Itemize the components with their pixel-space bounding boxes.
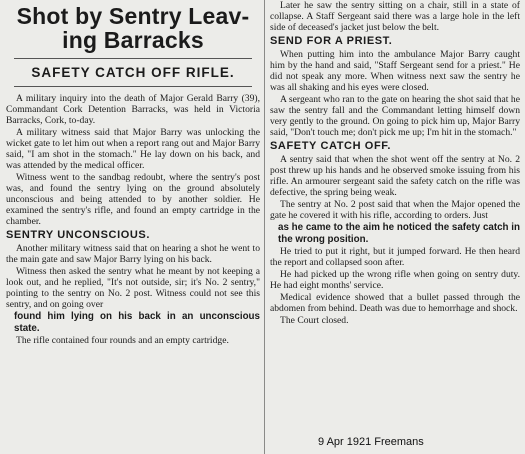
headline-line-1: Shot by Sentry Leav-	[16, 3, 250, 29]
paragraph: A sentry said that when the shot went off the sentry at No. 2 post threw up his hands and he observed smoke issuing from his rifle. An armourer sergeant said the safety catch on the rifle was defective, the spring being weak.	[270, 154, 520, 198]
paragraph: Witness went to the sandbag redoubt, where the sentry's post was, and found the sentry lying on the ground absolutely unconscious and being attended to by another soldier. He examined the sentry's rifle, and found an empty cartridge in the chamber.	[6, 172, 260, 227]
paragraph: A sergeant who ran to the gate on hearing the shot said that he saw the sentry fall and the Commandant letting himself down very gently to the ground. On going to pick him up, Major Barry said, "Don't touch me; don't pick me up; I'm hit in the stomach."	[270, 94, 520, 138]
paragraph: The Court closed.	[280, 315, 349, 326]
paragraph: The sentry at No. 2 post said that when the Major opened the gate he covered it with his rifle, according to orders. Just	[270, 199, 520, 221]
crosshead: SENTRY UNCONSCIOUS.	[6, 229, 151, 241]
paragraph: When putting him into the ambulance Major Barry caught him by the hand and said, "Staff Sergeant send for a priest." He did not speak any more. When witness next saw the sentry he was all shaking and his eyes were closed.	[270, 49, 520, 93]
divider	[14, 58, 252, 59]
paragraph: The rifle contained four rounds and an empty cartridge.	[16, 335, 229, 346]
divider	[14, 86, 252, 87]
column-rule	[264, 0, 265, 454]
headline	[6, 4, 260, 52]
crosshead: SEND FOR A PRIEST.	[270, 35, 393, 47]
left-column	[6, 0, 260, 454]
bold-paragraph: as he came to the aim he noticed the safety catch in the wrong position.	[278, 222, 520, 245]
paragraph: He had picked up the wrong rifle when going on sentry duty. He had eight months' service.	[270, 269, 520, 291]
paragraph: Another military witness said that on hearing a shot he went to the main gate and saw Major Barry lying on his back.	[6, 243, 260, 265]
paragraph: He tried to put it right, but it jumped forward. He then heard the report and collapsed soon after.	[270, 246, 520, 268]
bold-paragraph: found him lying on his back in an unconscious state.	[14, 311, 260, 334]
subheadline: SAFETY CATCH OFF RIFLE.	[31, 65, 235, 80]
crosshead: SAFETY CATCH OFF.	[270, 140, 392, 152]
paragraph: A military inquiry into the death of Major Gerald Barry (39), Commandant Cork Detention Barracks, was held in Victoria Barracks, Cork, to-day.	[6, 93, 260, 126]
paragraph: Medical evidence showed that a bullet passed through the abdomen from behind. Death was due to hemorrhage and shock.	[270, 292, 520, 314]
paragraph: A military witness said that Major Barry was unlocking the wicket gate to let him out when a report rang out and Major Barry said, "I am shot in the stomach." He lay down on his back, and was attended by the medical officer.	[6, 127, 260, 171]
source-caption: 9 Apr 1921 Freemans	[318, 436, 424, 448]
right-column	[270, 0, 520, 420]
headline-line-2: ing Barracks	[62, 27, 204, 53]
paragraph: Witness then asked the sentry what he meant by not keeping a look out, and he replied, "It's not outside, sir; it's No. 2 sentry," pointing to the sentry on No. 2 post. Witness could not see this sentry, and on going over	[6, 266, 260, 310]
paragraph: Later he saw the sentry sitting on a chair, still in a state of collapse. A Staff Sergeant said there was a large hole in the left side of deceased's jacket just below the belt.	[270, 0, 520, 33]
